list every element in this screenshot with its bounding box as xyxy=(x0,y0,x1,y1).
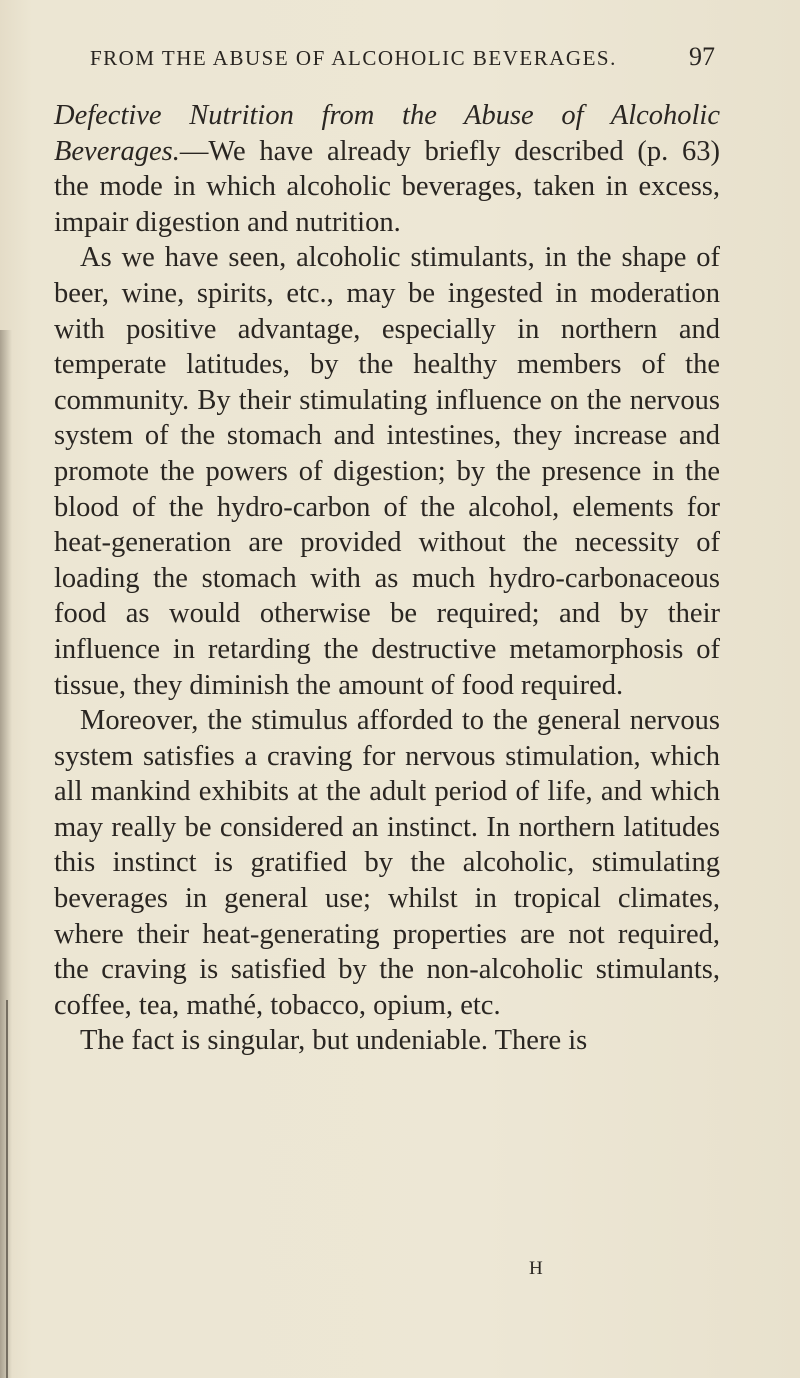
page-number: 97 xyxy=(689,42,715,71)
paragraph-4: The fact is singular, but undeniable. There is xyxy=(80,1025,588,1057)
page-edge-line xyxy=(6,1000,8,1378)
body-text xyxy=(54,98,720,1059)
paragraph-1-text: —We have already briefly described (p. 63) the mode in which alcoholic beverages, taken in excess, impair digestion and nutrition. xyxy=(54,135,720,238)
paragraph-2: As we have seen, alcoholic stimulants, in the shape of beer, wine, spirits, etc., may be ingested in moderation with positive advantage, especially in northern and temperate latitudes, by the healthy members of the community. By their stimulating influence on the nervous system of the stomach and intestines, they increase and promote the powers of digestion; by the presence in the blood of the hydro-carbon of the alcohol, elements for heat-generation are provided without the necessity of loading the stomach with as much hydro-carbonaceous food as would otherwise be required; and by their influence in retarding the destructive metamorphosis of tissue, they diminish the amount of food required. xyxy=(54,242,720,701)
section-heading: Defective Nutrition from the Abuse of Alcoholic Beverages. xyxy=(54,100,720,167)
running-title: FROM THE ABUSE OF ALCOHOLIC BEVERAGES. xyxy=(90,46,617,70)
paragraph-1 xyxy=(54,98,720,240)
paragraph-3: Moreover, the stimulus afforded to the general nervous system satisfies a craving for nervous stimulation, which all mankind exhibits at the adult period of life, and which may really be considered an instinct. In northern latitudes this instinct is gratified by the alcoholic, stimulating beverages in general use; whilst in tropical climates, where their heat-generating properties are not required, the craving is satisfied by the non-alcoholic stimulants, coffee, tea, mathé, tobacco, opium, etc. xyxy=(54,705,720,1021)
signature-mark: H xyxy=(529,1258,544,1279)
